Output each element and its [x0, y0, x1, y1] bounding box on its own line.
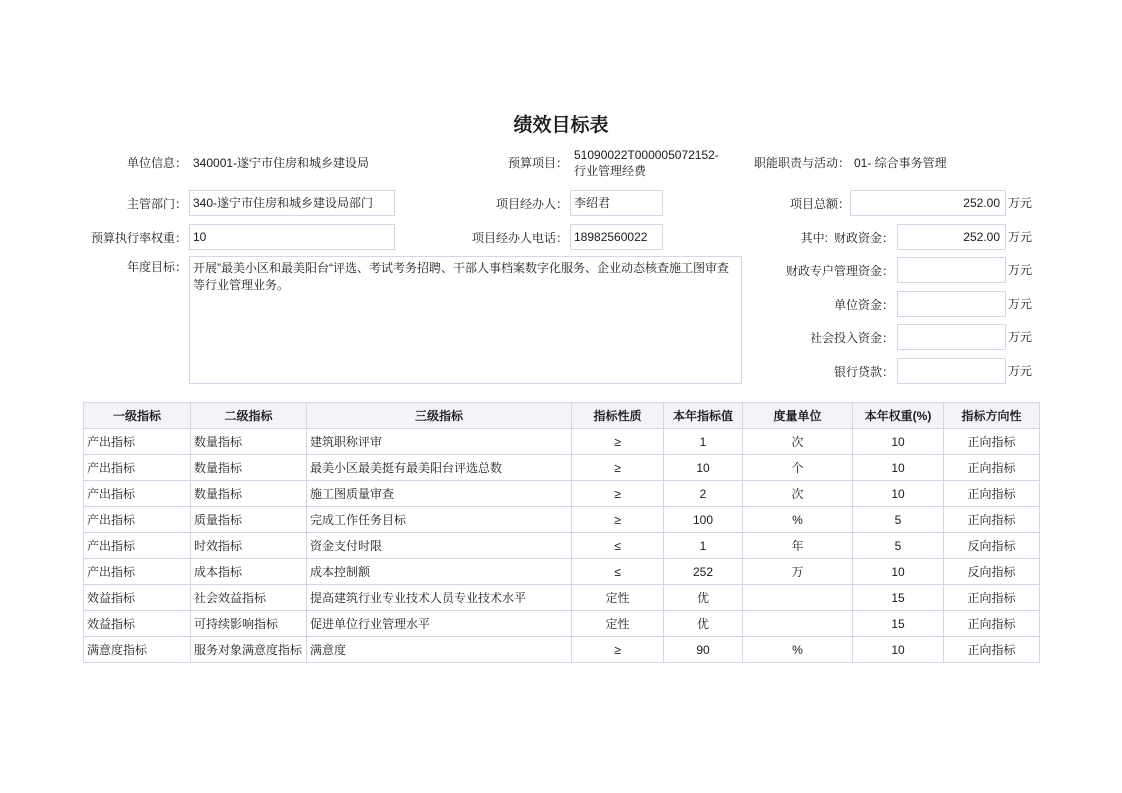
supervisor-dept-field[interactable]: 340-遂宁市住房和城乡建设局部门	[189, 190, 395, 216]
cell-unit: 次	[743, 429, 853, 455]
unit-fund-label: 单位资金：	[833, 298, 894, 312]
cell-target-value: 优	[664, 585, 743, 611]
execution-weight-field[interactable]: 10	[189, 224, 395, 250]
fiscal-fund-unit: 万元	[1008, 230, 1033, 244]
annual-goal-label: 年度目标：	[126, 260, 187, 274]
col-header-weight: 本年权重(%)	[853, 403, 944, 429]
cell-level1: 满意度指标	[84, 637, 191, 663]
cell-nature: ≤	[572, 533, 664, 559]
cell-direction: 正向指标	[944, 637, 1040, 663]
cell-level2: 数量指标	[191, 481, 307, 507]
project-total-unit: 万元	[1008, 196, 1033, 210]
cell-level1: 产出指标	[84, 507, 191, 533]
cell-level2: 时效指标	[191, 533, 307, 559]
cell-weight: 5	[853, 533, 944, 559]
cell-nature: ≤	[572, 559, 664, 585]
cell-level2: 社会效益指标	[191, 585, 307, 611]
table-row	[84, 507, 1040, 533]
execution-weight-label: 预算执行率权重：	[90, 231, 187, 245]
unit-fund-unit: 万元	[1008, 297, 1033, 311]
cell-level1: 效益指标	[84, 585, 191, 611]
cell-nature: 定性	[572, 585, 664, 611]
cell-target-value: 100	[664, 507, 743, 533]
cell-direction: 正向指标	[944, 507, 1040, 533]
cell-nature: ≥	[572, 507, 664, 533]
budget-project-code: 51090022T000005072152-	[574, 148, 719, 162]
cell-level3: 完成工作任务目标	[307, 507, 572, 533]
indicator-table	[83, 402, 1040, 663]
cell-level2: 成本指标	[191, 559, 307, 585]
cell-level2: 数量指标	[191, 429, 307, 455]
cell-weight: 10	[853, 559, 944, 585]
table-row	[84, 533, 1040, 559]
project-total-field[interactable]: 252.00	[850, 190, 1006, 216]
cell-unit: %	[743, 507, 853, 533]
col-header-nature: 指标性质	[572, 403, 664, 429]
cell-target-value: 1	[664, 533, 743, 559]
cell-level1: 产出指标	[84, 559, 191, 585]
duty-activity-label: 职能职责与活动：	[753, 156, 850, 170]
cell-level3: 建筑职称评审	[307, 429, 572, 455]
manager-phone-label: 项目经办人电话：	[471, 231, 568, 245]
page-title: 绩效目标表	[513, 115, 609, 136]
project-manager-field[interactable]: 李绍君	[570, 190, 663, 216]
cell-weight: 15	[853, 585, 944, 611]
cell-target-value: 优	[664, 611, 743, 637]
budget-project-label: 预算项目：	[507, 156, 568, 170]
project-total-label: 项目总额：	[789, 197, 850, 211]
cell-target-value: 2	[664, 481, 743, 507]
col-header-level1: 一级指标	[84, 403, 191, 429]
cell-level1: 效益指标	[84, 611, 191, 637]
cell-level3: 最美小区最美挺有最美阳台评选总数	[307, 455, 572, 481]
col-header-level2: 二级指标	[191, 403, 307, 429]
unit-info-value: 340001-遂宁市住房和城乡建设局	[193, 156, 370, 170]
cell-target-value: 1	[664, 429, 743, 455]
col-header-direction: 指标方向性	[944, 403, 1040, 429]
supervisor-dept-label: 主管部门：	[126, 197, 187, 211]
cell-direction: 正向指标	[944, 585, 1040, 611]
duty-activity-value: 01- 综合事务管理	[854, 156, 947, 170]
cell-weight: 10	[853, 455, 944, 481]
cell-level2: 可持续影响指标	[191, 611, 307, 637]
cell-level2: 质量指标	[191, 507, 307, 533]
cell-level3: 施工图质量审查	[307, 481, 572, 507]
cell-unit: %	[743, 637, 853, 663]
col-header-target-value: 本年指标值	[664, 403, 743, 429]
cell-nature: 定性	[572, 611, 664, 637]
unit-info-label: 单位信息：	[126, 156, 187, 170]
manager-phone-field[interactable]: 18982560022	[570, 224, 663, 250]
social-investment-unit: 万元	[1008, 330, 1033, 344]
cell-level1: 产出指标	[84, 533, 191, 559]
cell-level2: 数量指标	[191, 455, 307, 481]
among-label: 其中:	[800, 231, 828, 245]
table-row	[84, 611, 1040, 637]
cell-weight: 15	[853, 611, 944, 637]
fiscal-fund-label: 财政资金：	[833, 231, 894, 245]
bank-loan-field[interactable]	[897, 358, 1006, 384]
cell-unit: 年	[743, 533, 853, 559]
table-header-row	[84, 403, 1040, 429]
cell-nature: ≥	[572, 637, 664, 663]
cell-level1: 产出指标	[84, 455, 191, 481]
col-header-unit: 度量单位	[743, 403, 853, 429]
social-investment-field[interactable]	[897, 324, 1006, 350]
table-row	[84, 481, 1040, 507]
cell-direction: 正向指标	[944, 481, 1040, 507]
cell-level1: 产出指标	[84, 429, 191, 455]
cell-nature: ≥	[572, 429, 664, 455]
table-row	[84, 585, 1040, 611]
bank-loan-label: 银行贷款：	[833, 365, 894, 379]
cell-level3: 满意度	[307, 637, 572, 663]
cell-nature: ≥	[572, 481, 664, 507]
cell-target-value: 10	[664, 455, 743, 481]
cell-direction: 正向指标	[944, 455, 1040, 481]
cell-level3: 促进单位行业管理水平	[307, 611, 572, 637]
cell-target-value: 252	[664, 559, 743, 585]
cell-target-value: 90	[664, 637, 743, 663]
cell-direction: 反向指标	[944, 533, 1040, 559]
table-row	[84, 429, 1040, 455]
special-account-label: 财政专户管理资金：	[785, 264, 894, 278]
table-row	[84, 455, 1040, 481]
cell-unit: 个	[743, 455, 853, 481]
cell-unit: 万	[743, 559, 853, 585]
special-account-unit: 万元	[1008, 263, 1033, 277]
cell-weight: 5	[853, 507, 944, 533]
cell-weight: 10	[853, 429, 944, 455]
project-manager-label: 项目经办人：	[495, 197, 568, 211]
cell-nature: ≥	[572, 455, 664, 481]
cell-level1: 产出指标	[84, 481, 191, 507]
cell-level3: 资金支付时限	[307, 533, 572, 559]
fiscal-fund-field[interactable]: 252.00	[897, 224, 1006, 250]
special-account-field[interactable]	[897, 257, 1006, 283]
cell-weight: 10	[853, 637, 944, 663]
cell-unit	[743, 585, 853, 611]
bank-loan-unit: 万元	[1008, 364, 1033, 378]
cell-level3: 提高建筑行业专业技术人员专业技术水平	[307, 585, 572, 611]
cell-level3: 成本控制额	[307, 559, 572, 585]
annual-goal-field[interactable]: 开展”最美小区和最美阳台“评选、考试考务招聘、干部人事档案数字化服务、企业动态核查施工图审查等行业管理业务。	[189, 256, 742, 384]
cell-direction: 正向指标	[944, 611, 1040, 637]
col-header-level3: 三级指标	[307, 403, 572, 429]
table-row	[84, 559, 1040, 585]
cell-level2: 服务对象满意度指标	[191, 637, 307, 663]
cell-unit	[743, 611, 853, 637]
cell-weight: 10	[853, 481, 944, 507]
cell-unit: 次	[743, 481, 853, 507]
unit-fund-field[interactable]	[897, 291, 1006, 317]
budget-project-name: 行业管理经费	[574, 164, 647, 178]
cell-direction: 反向指标	[944, 559, 1040, 585]
cell-direction: 正向指标	[944, 429, 1040, 455]
social-investment-label: 社会投入资金：	[809, 331, 894, 345]
table-row	[84, 637, 1040, 663]
